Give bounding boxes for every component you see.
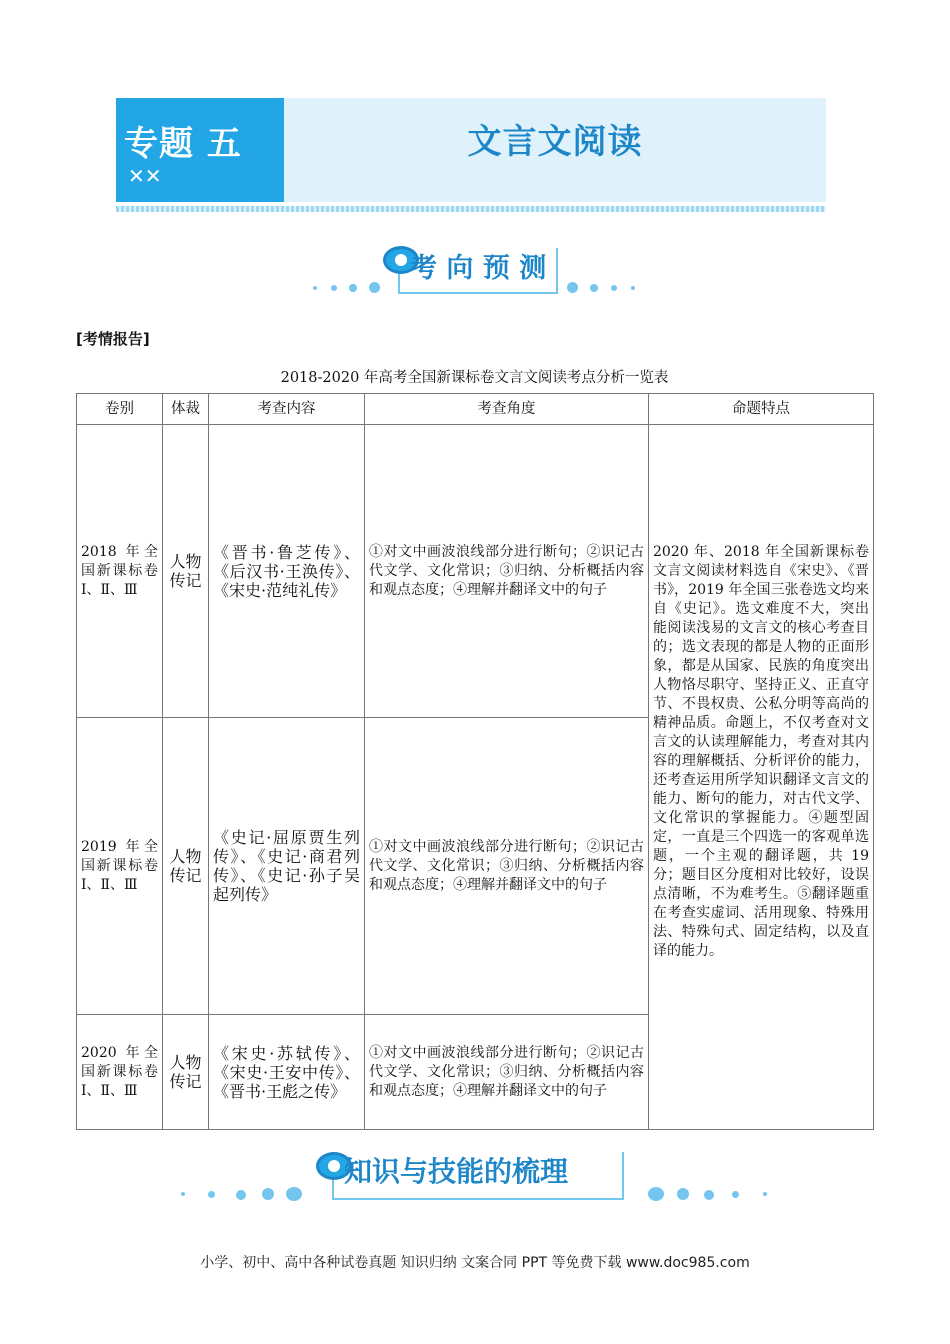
cell-angle: ①对文中画波浪线部分进行断句；②识记古代文学、文化常识；③归纳、分析概括内容和观点态度；④理解并翻译文中的句子 <box>365 1015 649 1130</box>
report-label: [考情报告] <box>76 330 150 348</box>
decor-dot <box>763 1192 767 1196</box>
decor-dot <box>631 286 635 290</box>
decor-dot <box>349 284 357 292</box>
decor-dot <box>181 1192 185 1196</box>
table-row <box>77 425 874 718</box>
decor-dot <box>567 282 578 293</box>
cell-year: 2018 年全国新课标卷Ⅰ、Ⅱ、Ⅲ <box>77 425 163 718</box>
decor-dot <box>590 284 598 292</box>
cell-year: 2019 年全国新课标卷Ⅰ、Ⅱ、Ⅲ <box>77 718 163 1015</box>
banner-divider <box>116 206 826 212</box>
page-title: 文言文阅读 <box>467 122 643 162</box>
section-title: 知识与技能的梳理 <box>344 1155 569 1188</box>
decor-dot <box>732 1191 739 1198</box>
decor-dot <box>262 1188 274 1200</box>
decor-dot <box>704 1190 714 1200</box>
column-header: 体裁 <box>163 394 209 425</box>
cell-genre: 人物传记 <box>163 718 209 1015</box>
column-header: 考查角度 <box>365 394 649 425</box>
decor-dot <box>369 282 380 293</box>
chevron-icon: ✕✕ <box>128 164 162 188</box>
cell-genre: 人物传记 <box>163 425 209 718</box>
section-header-knowledge <box>0 1142 950 1206</box>
analysis-table <box>76 393 874 1130</box>
feature-text: 2020 年、2018 年全国新课标卷文言文阅读材料选自《宋史》、《晋书》，2019 年全国三张卷选文均来自《史记》。选文难度不大，突出能阅读浅易的文言文的核心考查目的；选文表现的都是人物的正面形象，都是从国家、民族的角度突出人物恪尽职守、坚持正义、正直守节、不畏权贵、公私分明等高尚的精神品质。命题上，不仅考查对文言文的认读理解能力，考查对其内容的理解概括、分析评价的能力，还考查运用所学知识翻译文言文的能力、断句的能力，对古代文学、文化常识的掌握能力。④题型固定，一直是三个四选一的客观单选题，一个主观的翻译题，共 19 分；题目区分度相对比较好，设误点清晰，不为难考生。⑤翻译题重在考查实虚词、活用现象、特殊用法、特殊句式、固定结构，以及直译的能力。 <box>653 544 869 959</box>
decor-dot <box>236 1190 246 1200</box>
section-title: 考 向 预 测 <box>410 253 547 284</box>
cell-feature <box>649 425 874 1130</box>
table-header-row <box>77 394 874 425</box>
footer-text: 小学、初中、高中各种试卷真题 知识归纳 文案合同 PPT 等免费下载 www.doc985.com <box>200 1255 750 1271</box>
column-header: 卷别 <box>77 394 163 425</box>
cell-year: 2020 年全国新课标卷Ⅰ、Ⅱ、Ⅲ <box>77 1015 163 1130</box>
section-header-forecast <box>0 240 950 300</box>
cell-content: 《史记·屈原贾生列传》、《史记·商君列传》、《史记·孙子吴起列传》 <box>209 718 365 1015</box>
decor-dot <box>611 285 617 291</box>
column-header: 命题特点 <box>649 394 874 425</box>
topic-label: 专题 五 <box>124 124 242 164</box>
decor-dot <box>648 1187 664 1201</box>
decor-dot <box>286 1187 302 1201</box>
decor-dot <box>331 285 337 291</box>
decor-dot <box>208 1191 215 1198</box>
cell-content: 《宋史·苏轼传》、《宋史·王安中传》、《晋书·王彪之传》 <box>209 1015 365 1130</box>
cell-angle: ①对文中画波浪线部分进行断句；②识记古代文学、文化常识；③归纳、分析概括内容和观点态度；④理解并翻译文中的句子 <box>365 425 649 718</box>
table-caption: 2018-2020 年高考全国新课标卷文言文阅读考点分析一览表 <box>280 370 669 386</box>
decor-dot <box>313 286 317 290</box>
cell-genre: 人物传记 <box>163 1015 209 1130</box>
cell-angle: ①对文中画波浪线部分进行断句；②识记古代文学、文化常识；③归纳、分析概括内容和观点态度；④理解并翻译文中的句子 <box>365 718 649 1015</box>
cell-content: 《晋书·鲁芝传》、《后汉书·王涣传》、《宋史·范纯礼传》 <box>209 425 365 718</box>
topic-banner <box>116 98 826 202</box>
decor-dot <box>677 1188 689 1200</box>
column-header: 考查内容 <box>209 394 365 425</box>
topic-label-block <box>116 98 284 202</box>
